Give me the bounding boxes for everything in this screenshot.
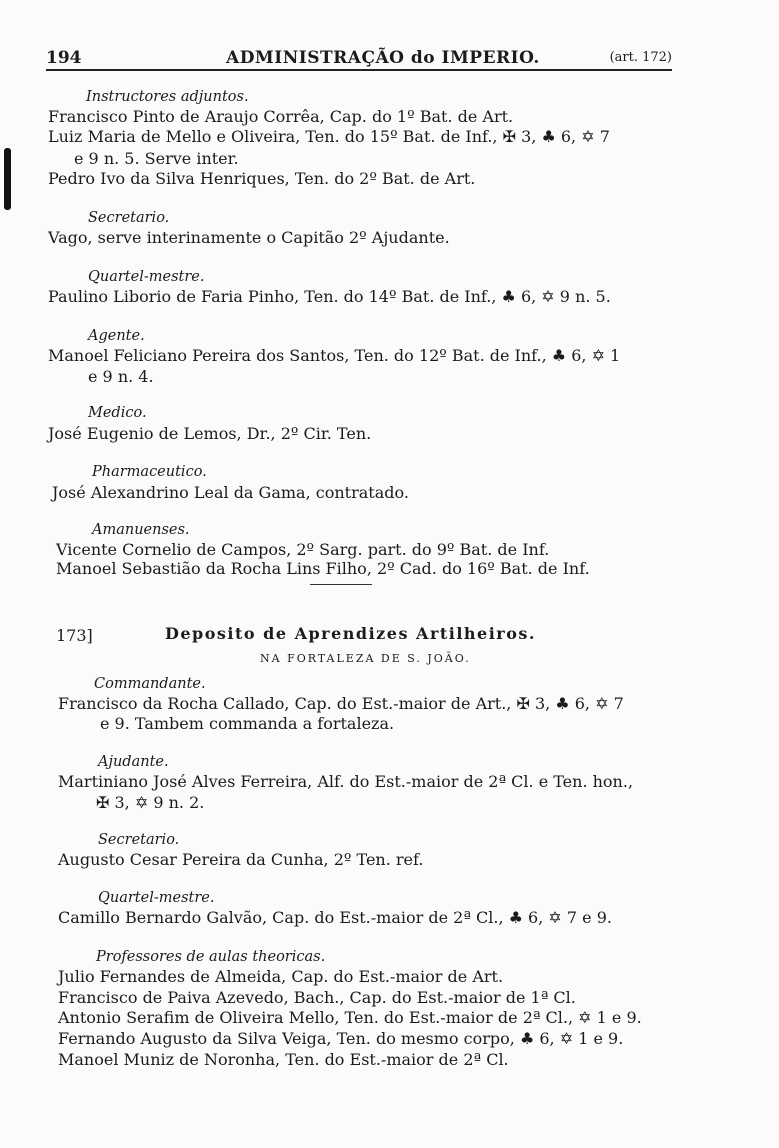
text-line: e 9 n. 5. Serve inter. [74,149,239,168]
text-line: Luiz Maria de Mello e Oliveira, Ten. do 15º Bat. de Inf., ✠ 3, ♣ 6, ✡ 7 [48,127,610,146]
text-line: Camillo Bernardo Galvão, Cap. do Est.-maior de 2ª Cl., ♣ 6, ✡ 7 e 9. [58,908,612,927]
text-line: Julio Fernandes de Almeida, Cap. do Est.-maior de Art. [58,967,504,986]
text-line: José Eugenio de Lemos, Dr., 2º Cir. Ten. [48,424,372,443]
article-reference: (art. 172) [609,50,672,65]
text-line: Martiniano José Alves Ferreira, Alf. do Est.-maior de 2ª Cl. e Ten. hon., [58,772,634,791]
section-label-commandante: Commandante. [94,676,206,692]
text-line: Manoel Feliciano Pereira dos Santos, Ten. do 12º Bat. de Inf., ♣ 6, ✡ 1 [48,346,621,365]
text-line: Pedro Ivo da Silva Henriques, Ten. do 2º Bat. de Art. [48,169,476,188]
section-label-secretario-173: Secretario. [98,832,180,848]
section-label-amanuenses: Amanuenses. [92,522,190,538]
text-line: e 9 n. 4. [88,367,154,386]
section-label-medico: Medico. [88,405,147,421]
page-title: ADMINISTRAÇÃO do IMPERIO. [226,48,540,68]
section-divider [310,584,372,585]
page-header [46,44,672,70]
text-line: ✠ 3, ✡ 9 n. 2. [96,793,205,812]
text-line: Francisco de Paiva Azevedo, Bach., Cap. do Est.-maior de 1ª Cl. [58,988,576,1007]
text-line: Francisco Pinto de Araujo Corrêa, Cap. do 1º Bat. de Art. [48,107,514,126]
section-number: 173] [56,626,93,645]
text-line: Manoel Sebastião da Rocha Lins Filho, 2º Cad. do 16º Bat. de Inf. [56,559,590,578]
section-label-secretario: Secretario. [88,210,170,226]
text-line: Paulino Liborio de Faria Pinho, Ten. do 14º Bat. de Inf., ♣ 6, ✡ 9 n. 5. [48,287,611,306]
section-title: Deposito de Aprendizes Artilheiros. [165,624,536,643]
text-line: Manoel Muniz de Noronha, Ten. do Est.-maior de 2ª Cl. [58,1050,509,1069]
section-label-agente: Agente. [88,328,145,344]
section-label-quartel-mestre: Quartel-mestre. [88,269,205,285]
text-line: Augusto Cesar Pereira da Cunha, 2º Ten. ref. [58,850,424,869]
text-line: José Alexandrino Leal da Gama, contratado. [52,483,409,502]
section-label-quartel-mestre-173: Quartel-mestre. [98,890,215,906]
page-number: 194 [46,48,82,68]
text-line: Vicente Cornelio de Campos, 2º Sarg. part. do 9º Bat. de Inf. [56,540,550,559]
header-rule [46,69,672,71]
section-subtitle: NA FORTALEZA DE S. JOÃO. [260,652,471,665]
section-label-ajudante: Ajudante. [98,754,169,770]
text-line: Antonio Serafim de Oliveira Mello, Ten. do Est.-maior de 2ª Cl., ✡ 1 e 9. [58,1008,642,1027]
text-line: Francisco da Rocha Callado, Cap. do Est.-maior de Art., ✠ 3, ♣ 6, ✡ 7 [58,694,624,713]
margin-mark [4,148,11,210]
section-label-instructores: Instructores adjuntos. [86,89,249,105]
section-label-professores: Professores de aulas theoricas. [96,949,326,965]
text-line: Vago, serve interinamente o Capitão 2º Ajudante. [48,228,450,247]
section-label-pharmaceutico: Pharmaceutico. [92,464,207,480]
text-line: Fernando Augusto da Silva Veiga, Ten. do mesmo corpo, ♣ 6, ✡ 1 e 9. [58,1029,624,1048]
text-line: e 9. Tambem commanda a fortaleza. [100,714,395,733]
